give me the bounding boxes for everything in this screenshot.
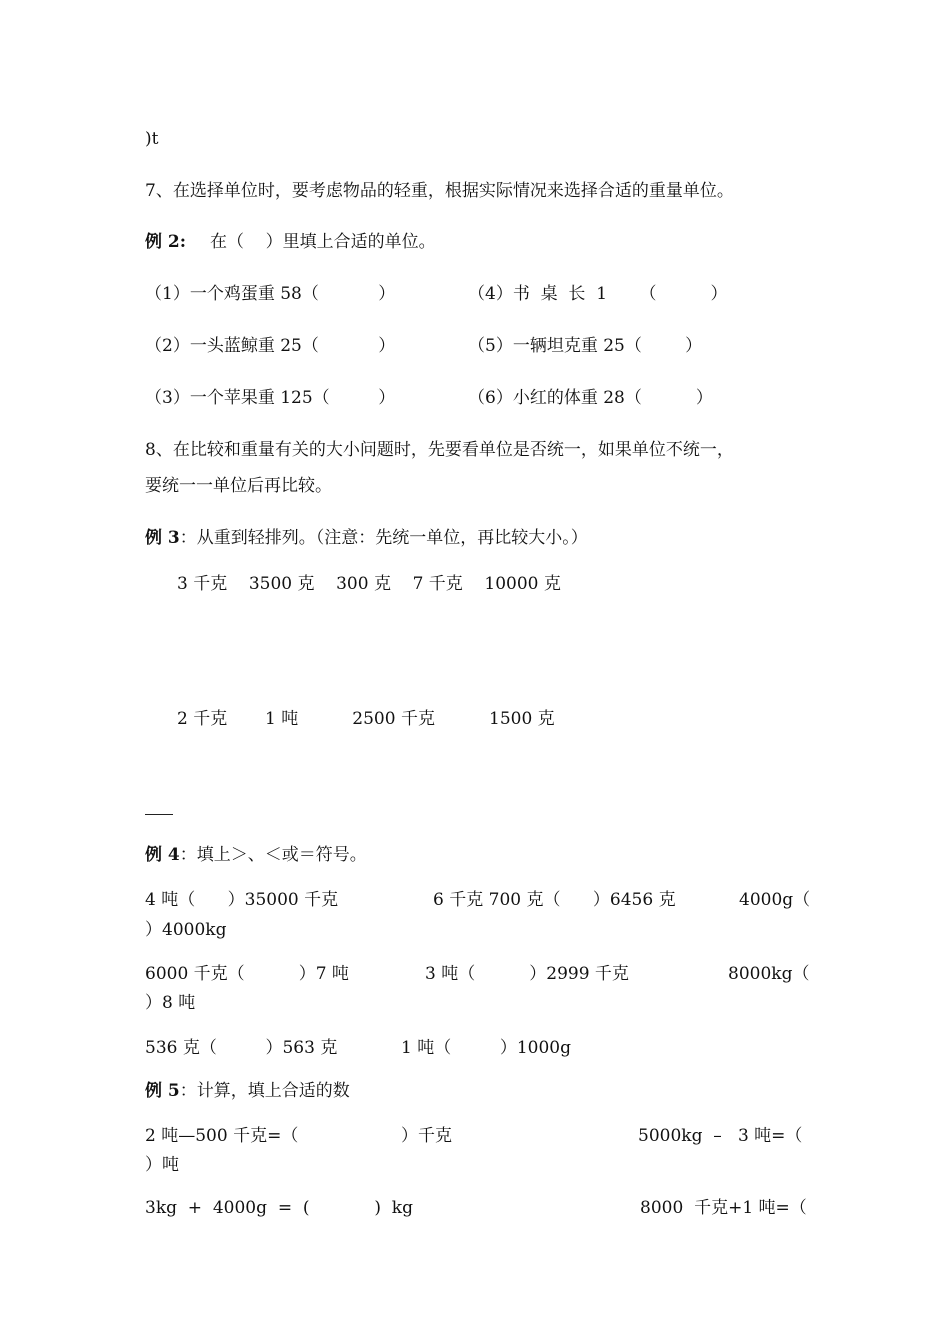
ex4-r1-d: ）4000kg — [145, 920, 227, 940]
ex2-item-3: （3）一个苹果重 125（ ） — [145, 388, 396, 408]
example-2-label: 例 2: — [145, 232, 187, 252]
ex5-r1-b: 5000kg – 3 吨=（ — [638, 1126, 803, 1146]
ex4-r2-a: 6000 千克（ ）7 吨 — [145, 964, 349, 984]
ex5-r2-b: 8000 千克+1 吨=（ — [640, 1198, 807, 1218]
ex5-r1-a: 2 吨—500 千克=（ ）千克 — [145, 1126, 452, 1146]
ex2-item-2: （2）一头蓝鲸重 25（ ） — [145, 336, 396, 356]
ex4-r2-c: 8000kg（ — [728, 964, 810, 984]
divider-line — [145, 814, 173, 815]
text-line-1: )t — [145, 129, 159, 149]
example-5-heading — [145, 1081, 350, 1101]
ex5-r1-c: ）吨 — [145, 1155, 179, 1175]
example-4-instruction: ：填上＞、＜或＝符号。 — [179, 845, 367, 865]
ex2-item-6: （6）小红的体重 28（ ） — [468, 388, 713, 408]
ex4-r1-b: 6 千克 700 克（ ）6456 克 — [433, 890, 676, 910]
ex4-r3-a: 536 克（ ）563 克 — [145, 1038, 338, 1058]
example-2-heading — [145, 232, 436, 252]
point-8-line-1: 8、在比较和重量有关的大小问题时，先要看单位是否统一，如果单位不统一， — [145, 440, 734, 460]
point-8-line-2: 要统一一单位后再比较。 — [145, 476, 332, 496]
ex4-r2-b: 3 吨（ ）2999 千克 — [425, 964, 629, 984]
point-7: 7、在选择单位时，要考虑物品的轻重，根据实际情况来选择合适的重量单位。 — [145, 181, 734, 201]
example-3-label: 例 3 — [145, 528, 180, 548]
ex3-row-2: 2 千克 1 吨 2500 千克 1500 克 — [177, 709, 555, 729]
example-5-instruction: ：计算，填上合适的数 — [179, 1081, 350, 1101]
example-5-label: 例 5 — [145, 1081, 180, 1101]
example-3-heading — [145, 528, 588, 548]
ex4-r1-a: 4 吨（ ）35000 千克 — [145, 890, 339, 910]
ex2-item-1: （1）一个鸡蛋重 58（ ） — [145, 284, 396, 304]
example-3-instruction: ：从重到轻排列。（注意：先统一单位，再比较大小。） — [179, 528, 588, 548]
ex2-item-5: （5）一辆坦克重 25（ ） — [468, 336, 703, 356]
example-4-label: 例 4 — [145, 845, 180, 865]
example-2-instruction: 在（ ）里填上合适的单位。 — [210, 232, 436, 252]
ex5-r2-a: 3kg + 4000g = ( ) kg — [145, 1198, 413, 1218]
example-4-heading — [145, 845, 367, 865]
ex4-r2-d: ）8 吨 — [145, 993, 196, 1013]
ex4-r3-b: 1 吨（ ）1000g — [401, 1038, 571, 1058]
ex2-item-4: （4）书 桌 长 1 （ ） — [468, 284, 728, 304]
ex3-row-1: 3 千克 3500 克 300 克 7 千克 10000 克 — [177, 574, 561, 594]
ex4-r1-c: 4000g（ — [739, 890, 811, 910]
